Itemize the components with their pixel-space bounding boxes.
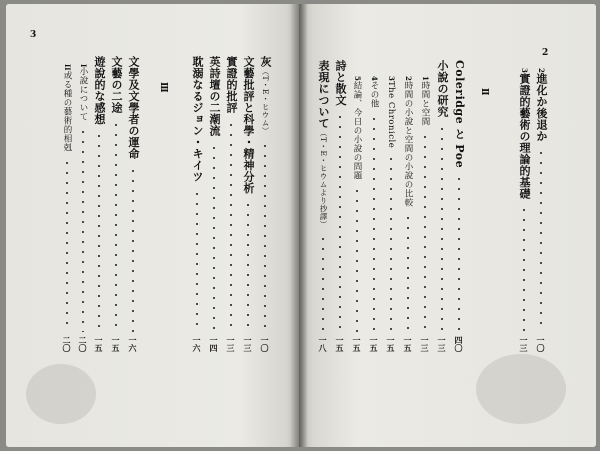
entry-number: 3 (520, 68, 529, 73)
entry-page: 一三 (519, 336, 529, 352)
dot-leader (424, 132, 426, 332)
dot-leader (82, 127, 84, 332)
entry-title: 表現について（T・E・ヒウムより抄譯） (317, 60, 330, 229)
toc-entry (258, 56, 272, 352)
entry-title: 小說の研究 (436, 60, 449, 118)
toc-entry (435, 60, 449, 352)
paper-stain (476, 354, 566, 424)
entry-page: 一五 (94, 336, 104, 352)
dot-leader (458, 174, 460, 332)
dot-leader (66, 158, 68, 332)
entry-title: 實證的藝術の理論的基礎 (518, 72, 531, 200)
dot-leader (247, 200, 249, 332)
entry-page: 一三 (243, 336, 253, 352)
toc-entry (350, 76, 364, 352)
left-section-numeral: III (158, 82, 168, 92)
dot-leader (98, 131, 100, 332)
entry-title: 時間と空間 (420, 80, 430, 126)
dot-leader (339, 112, 341, 332)
dot-leader (230, 120, 232, 333)
toc-entry (126, 56, 140, 352)
entry-title: 英詩壇の二潮流 (208, 56, 221, 137)
entry-title: 進化か後退か (535, 72, 548, 142)
dot-leader (373, 114, 375, 332)
entry-page: 一三 (437, 336, 447, 352)
entry-page: 一五 (111, 336, 121, 352)
dot-leader (213, 143, 215, 333)
entry-title: 或る種の藝術的相剋 (62, 70, 72, 152)
right-section-numeral: II (479, 88, 489, 95)
dot-leader (390, 154, 392, 332)
entry-page: 一四 (209, 336, 219, 352)
toc-entry (60, 64, 74, 352)
entry-page: 一五 (369, 336, 379, 352)
entry-title: 時間の小說と空間の小說の比較 (403, 80, 413, 207)
entry-page: 一三 (420, 336, 430, 352)
entry-page: 二〇 (62, 336, 72, 352)
entry-title: 文藝批評と科學・精神分析 (242, 56, 255, 194)
entry-page: 一六 (128, 336, 138, 352)
entry-title: 耽溺なるジョン・キイツ (191, 56, 204, 183)
dot-leader (523, 205, 525, 332)
entry-page: 一〇 (260, 336, 270, 352)
toc-entry (534, 68, 548, 352)
entry-number: 2 (404, 76, 413, 81)
entry-number: 2 (537, 68, 546, 73)
toc-entry (367, 76, 381, 352)
entry-page: 二〇 (78, 336, 88, 352)
dot-leader (356, 186, 358, 332)
toc-entry (109, 56, 123, 352)
entry-page: 一〇 (536, 336, 546, 352)
toc-entry (241, 56, 255, 352)
toc-entry (316, 60, 330, 352)
entry-number: 1 (421, 76, 430, 81)
entry-page: 一八 (318, 336, 328, 352)
entry-number: 3 (387, 76, 396, 81)
entry-title: 實證的批評 (225, 56, 238, 114)
dot-leader (196, 189, 198, 333)
entry-title: 灰（T・E・ヒウム） (259, 56, 272, 135)
book-gutter (290, 4, 308, 447)
dot-leader (115, 120, 117, 333)
entry-page: 一五 (335, 336, 345, 352)
dot-leader (441, 124, 443, 333)
toc-entry (384, 76, 398, 352)
entry-title: 文藝の二途 (110, 56, 123, 114)
toc-entry (76, 64, 90, 352)
toc-entry (452, 60, 466, 352)
entry-page: 一五 (352, 336, 362, 352)
toc-entry (418, 76, 432, 352)
entry-number: 4 (370, 76, 379, 81)
entry-title: その他 (369, 80, 379, 108)
entry-page: 四〇 (454, 336, 464, 352)
entry-title: 小說について (78, 67, 88, 122)
toc-entry (401, 76, 415, 352)
right-folio: 2 (542, 48, 549, 58)
dot-leader (407, 213, 409, 332)
toc-entry (190, 56, 204, 352)
entry-title: 遊說的な感想 (93, 56, 106, 125)
entry-page: 一五 (403, 336, 413, 352)
entry-number: II (63, 64, 72, 71)
dot-leader (264, 141, 266, 332)
entry-page: 一五 (386, 336, 396, 352)
entry-number: I (79, 64, 88, 68)
entry-number: 5 (353, 76, 362, 81)
entry-title: The Chronicle (386, 80, 396, 149)
entry-title: 詩と散文 (334, 60, 347, 106)
entry-title: Coleridge と Poe (453, 60, 466, 169)
entry-title: 結論、今日の小說の問題 (352, 80, 362, 180)
book-spread (6, 4, 596, 447)
entry-page: 一三 (226, 336, 236, 352)
toc-entry (517, 68, 531, 352)
entry-page: 一六 (192, 336, 202, 352)
entry-title: 文學及文學者の運命 (127, 56, 140, 160)
dot-leader (540, 148, 542, 332)
paper-stain (26, 364, 96, 424)
toc-entry (224, 56, 238, 352)
dot-leader (132, 166, 134, 333)
toc-entry (333, 60, 347, 352)
toc-entry (207, 56, 221, 352)
toc-entry (92, 56, 106, 352)
dot-leader (322, 234, 324, 332)
left-folio: 3 (30, 30, 37, 40)
